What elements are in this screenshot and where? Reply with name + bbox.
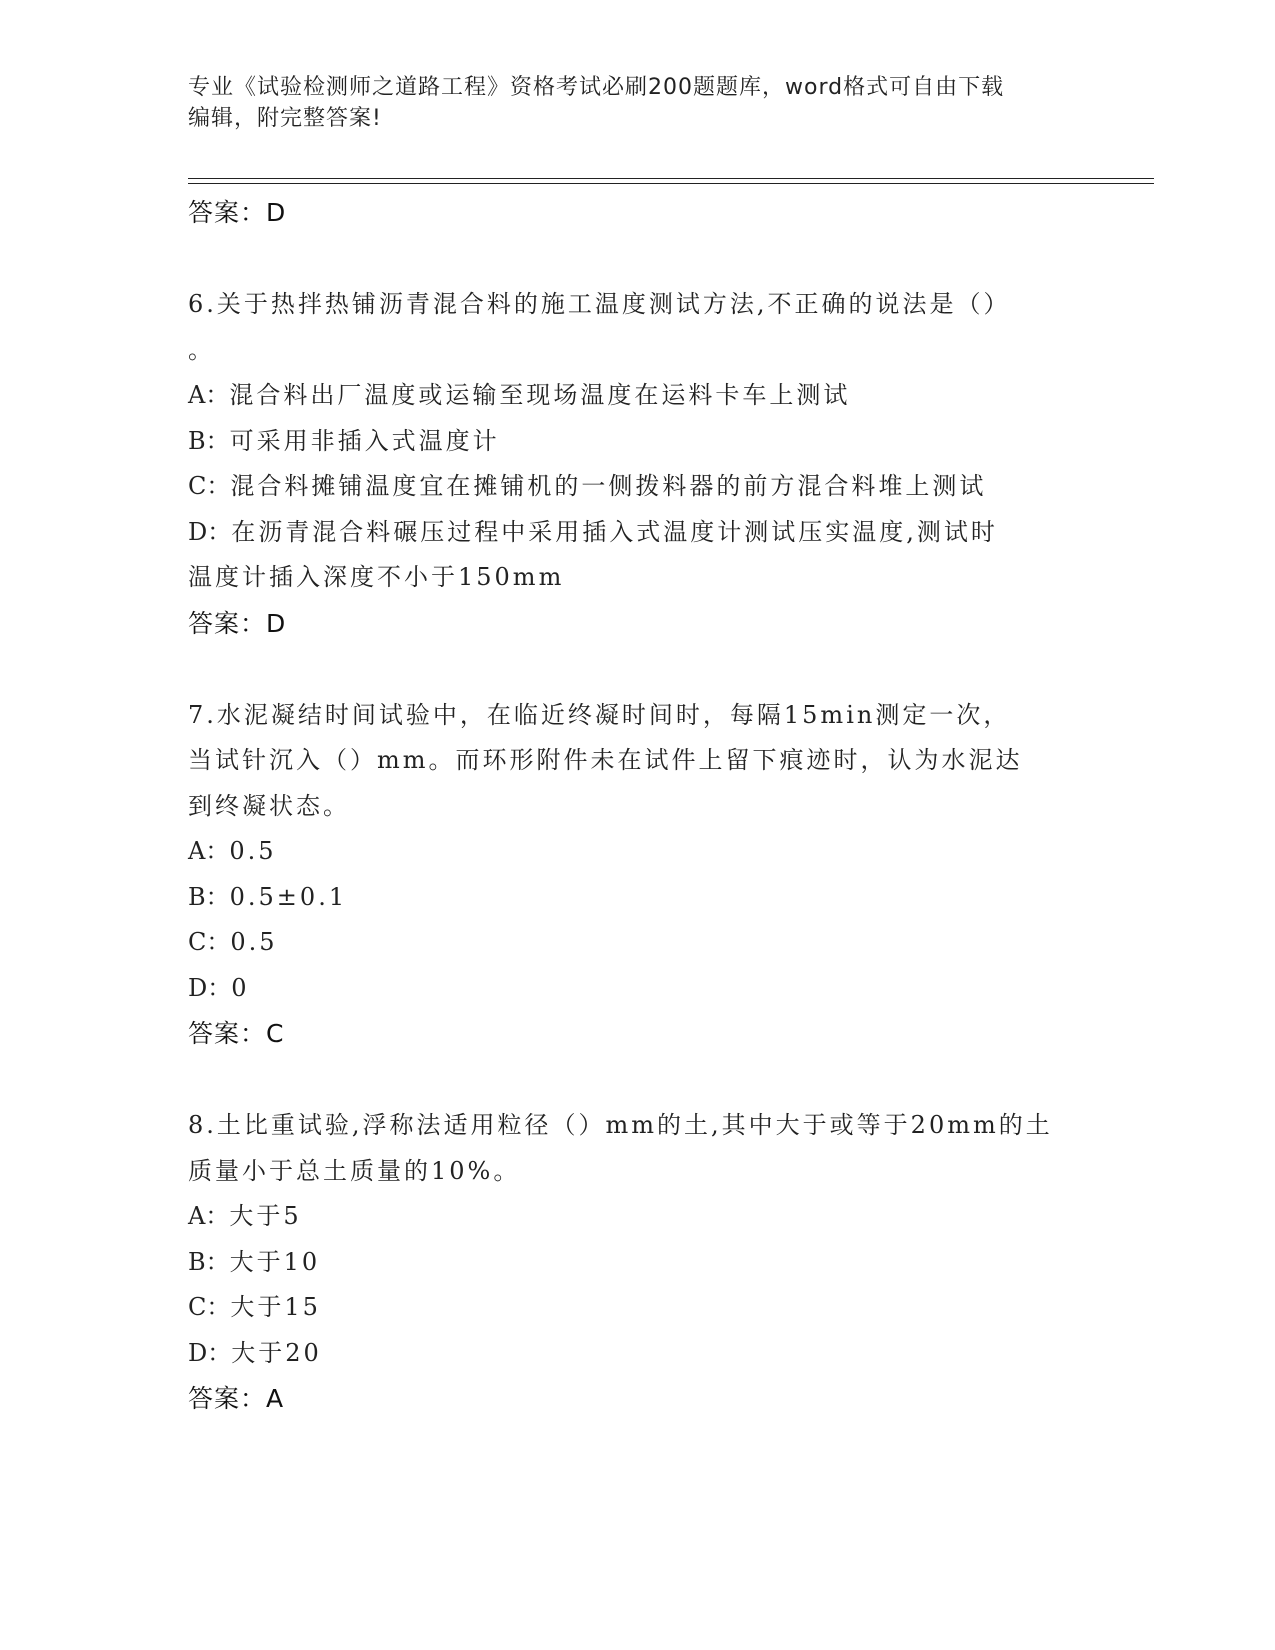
option-key: A： — [188, 1202, 230, 1230]
option-text: 大于5 — [229, 1202, 302, 1230]
answer-line: 答案：D — [188, 198, 287, 227]
option-key: D： — [188, 517, 232, 546]
answer-line: 答案：D — [188, 608, 287, 638]
option-a — [188, 829, 1088, 875]
option-text: 在沥青混合料碾压过程中采用插入式温度计测试压实温度,测试时 — [231, 517, 998, 546]
option-text: 大于15 — [230, 1293, 321, 1321]
question-block-8 — [188, 1103, 1088, 1422]
question-text-line: 8.土比重试验,浮称法适用粒径（）mm的土,其中大于或等于20mm的土 — [188, 1111, 1053, 1139]
option-text: 0.5 — [230, 928, 278, 956]
option-d — [188, 1331, 1088, 1377]
option-text: 0 — [231, 973, 250, 1002]
option-key: D： — [188, 973, 232, 1002]
question-text-line: 质量小于总土质量的10%。 — [188, 1156, 521, 1185]
option-key: C： — [188, 928, 231, 956]
question-block-7 — [188, 693, 1088, 1058]
option-text: 0.5±0.1 — [229, 882, 348, 911]
document-header — [188, 72, 1088, 134]
option-c — [188, 1285, 1088, 1331]
option-text: 大于20 — [231, 1338, 322, 1367]
option-key: B： — [188, 882, 230, 911]
option-key: D： — [188, 1338, 232, 1367]
header-divider-bottom — [188, 183, 1154, 184]
option-a — [188, 373, 1088, 419]
answer-line: 答案：A — [188, 1384, 285, 1413]
option-b — [188, 1240, 1088, 1286]
question-text-line: 7.水泥凝结时间试验中，在临近终凝时间时，每隔15min测定一次， — [188, 700, 1011, 729]
option-key: A： — [188, 381, 230, 409]
header-line-2: 编辑，附完整答案! — [188, 106, 382, 131]
option-c — [188, 920, 1088, 966]
question-content — [188, 190, 1088, 1422]
option-c — [188, 464, 1088, 510]
option-key: B： — [188, 1247, 230, 1276]
option-text: 大于10 — [229, 1247, 321, 1276]
question-text-line: 当试针沉入（）mm。而环形附件未在试件上留下痕迹时，认为水泥达 — [188, 746, 1023, 774]
option-key: C： — [188, 472, 231, 500]
option-a — [188, 1194, 1088, 1240]
option-text: 混合料摊铺温度宜在摊铺机的一侧拨料器的前方混合料堆上测试 — [230, 472, 987, 500]
option-key: C： — [188, 1293, 231, 1321]
question-block-6 — [188, 282, 1088, 647]
question-text-line: 到终凝状态。 — [188, 791, 350, 820]
option-b — [188, 419, 1088, 465]
option-key: A： — [188, 837, 230, 865]
option-d-continued: 温度计插入深度不小于150mm — [188, 563, 565, 591]
option-b — [188, 875, 1088, 921]
header-divider-top — [188, 178, 1154, 179]
option-text: 可采用非插入式温度计 — [229, 426, 500, 455]
answer-line: 答案：C — [188, 1019, 285, 1048]
option-key: B： — [188, 426, 230, 455]
option-d — [188, 510, 1088, 556]
question-text-line: 。 — [188, 335, 215, 364]
question-text-line: 6.关于热拌热铺沥青混合料的施工温度测试方法,不正确的说法是（） — [188, 290, 1011, 318]
option-text: 混合料出厂温度或运输至现场温度在运料卡车上测试 — [229, 381, 851, 409]
header-line-1: 专业《试验检测师之道路工程》资格考试必刷200题题库，word格式可自由下载 — [188, 75, 1005, 100]
option-d — [188, 966, 1088, 1012]
option-text: 0.5 — [229, 837, 277, 865]
